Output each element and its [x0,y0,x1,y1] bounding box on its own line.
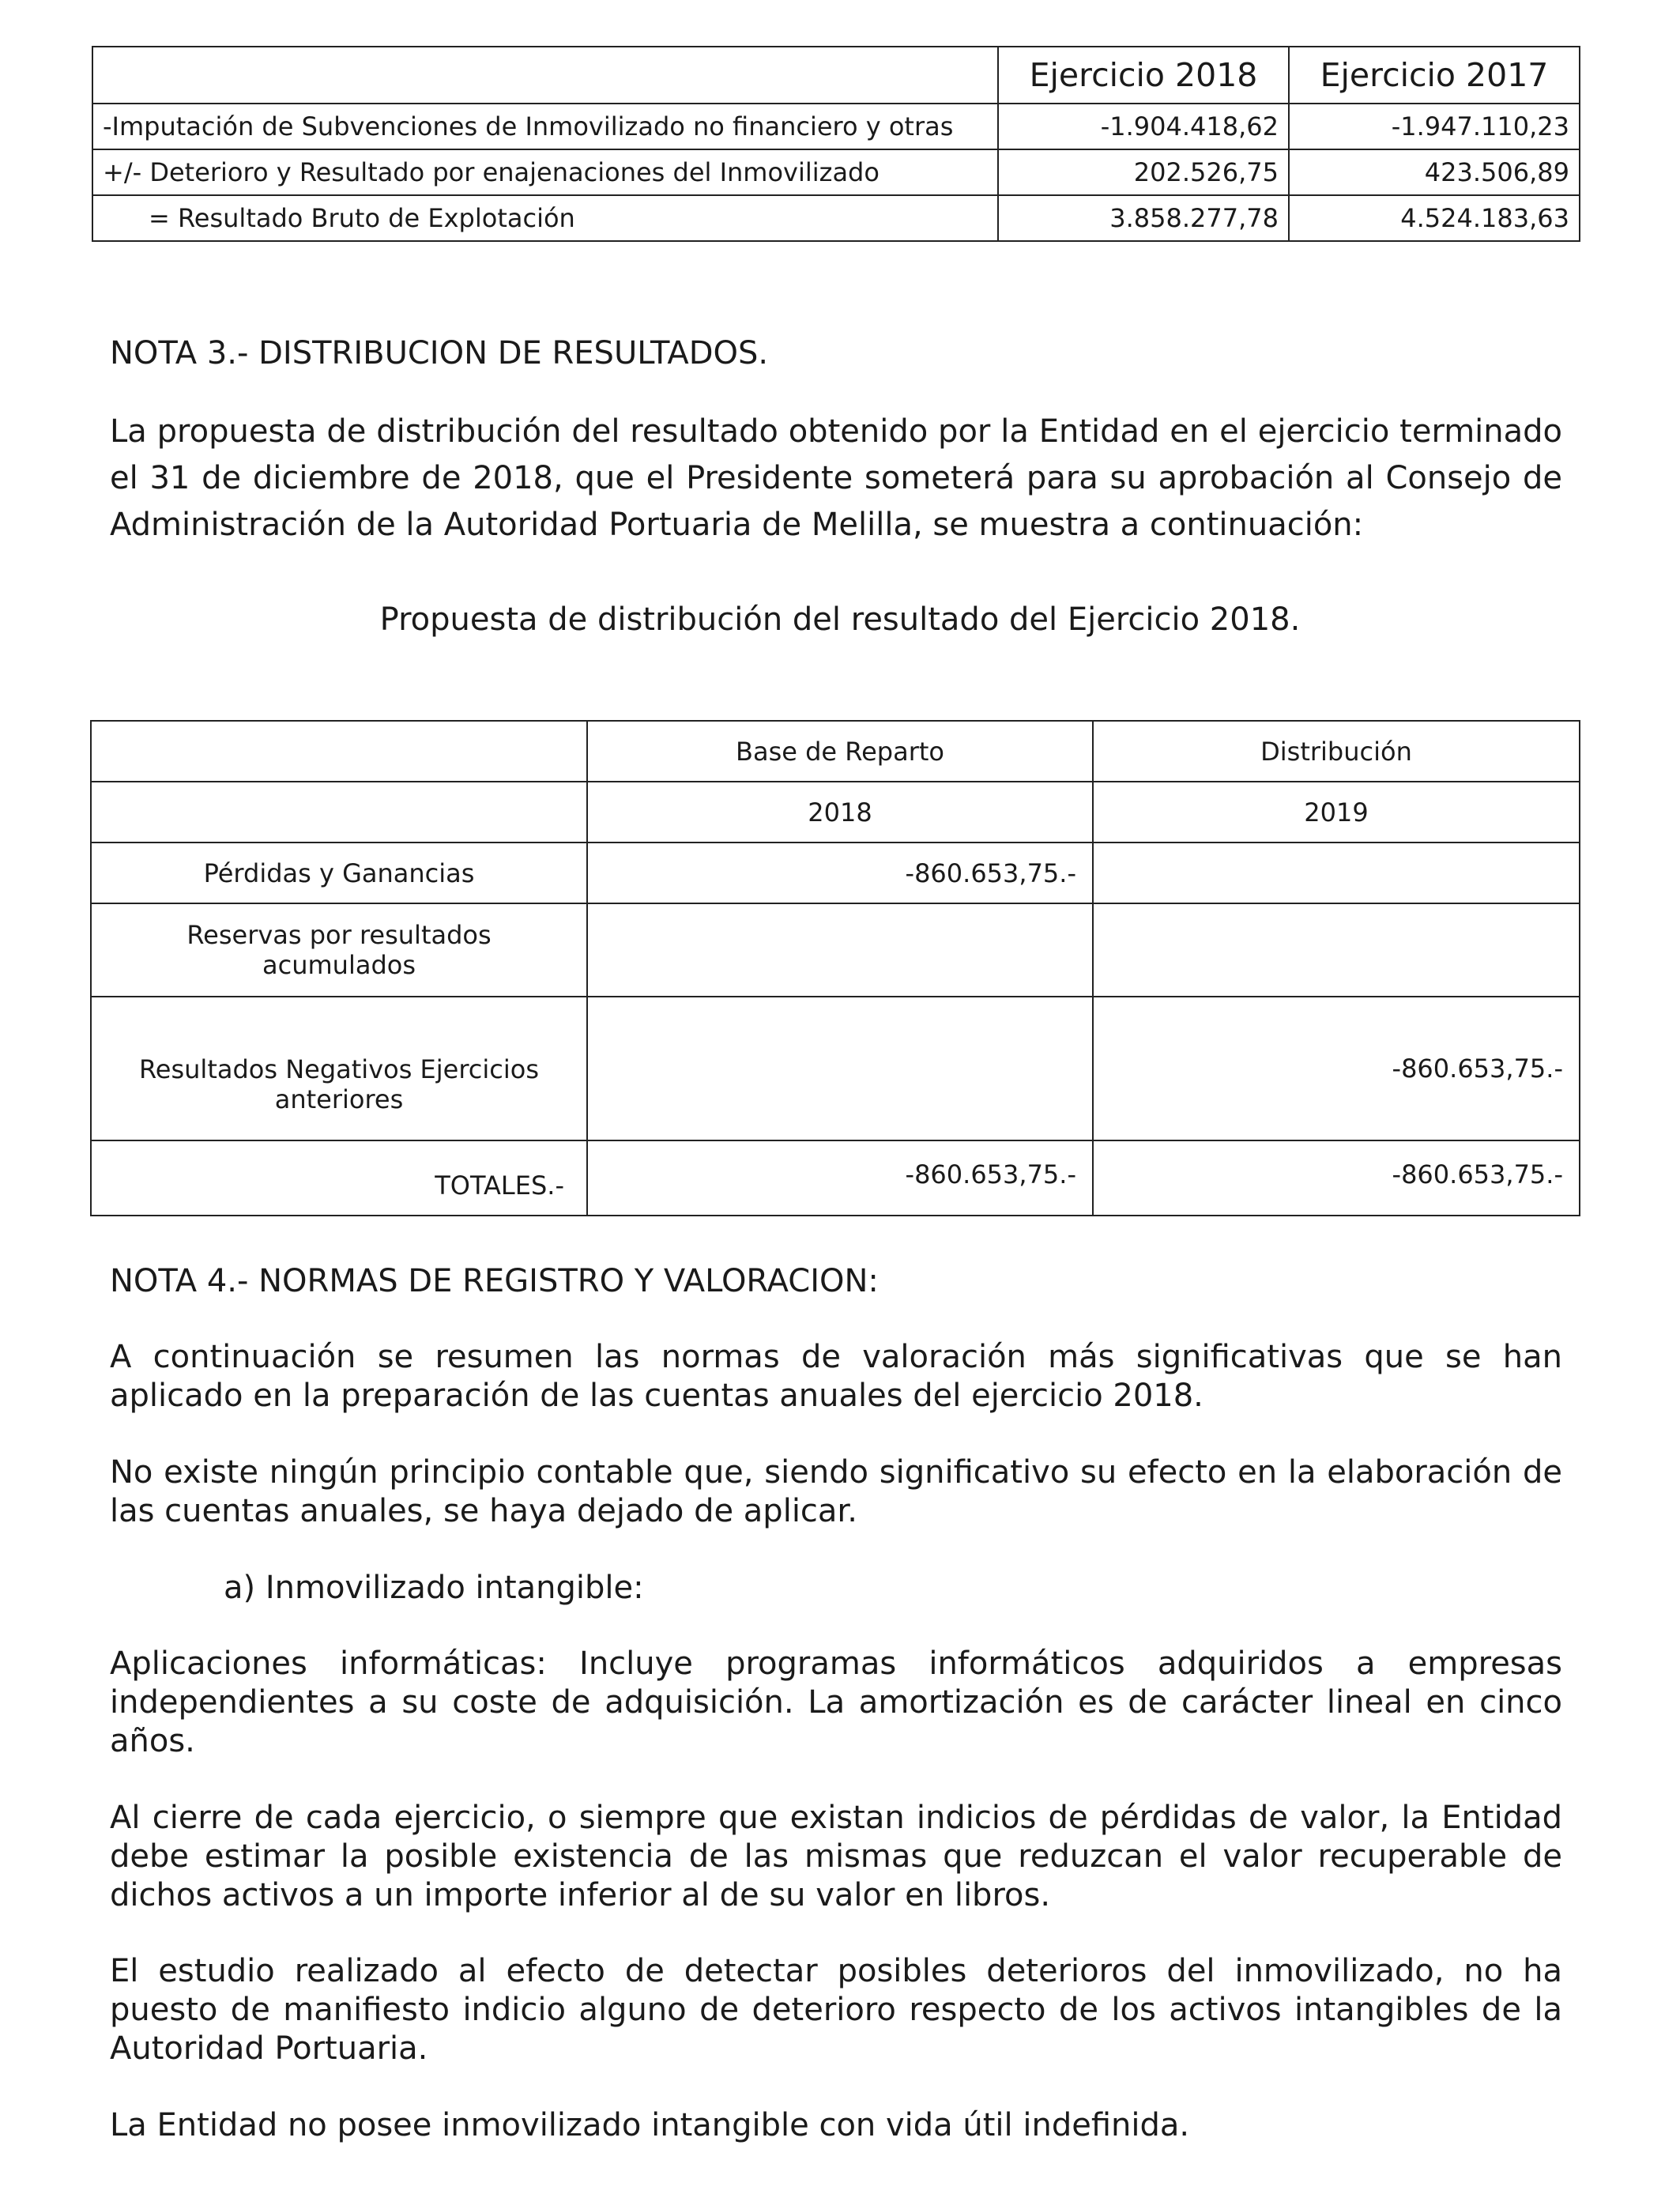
header-cell-empty [91,721,587,782]
base-value [587,903,1093,997]
row-label: Reservas por resultados acumulados [91,903,587,997]
dist-value [1093,843,1580,903]
header-cell-2017: Ejercicio 2017 [1289,47,1580,104]
table-row [91,903,1580,997]
value-2017: 423.506,89 [1289,149,1580,195]
nota4-paragraph-5: El estudio realizado al efecto de detectar posibles deterioros del inmovilizado, no ha puesto de manifiesto indicio alguno de deterioro respecto de los activos intangibles de la Autoridad Portuaria. [110,1953,1562,2067]
base-value: -860.653,75.- [587,1140,1093,1216]
dist-value: -860.653,75.- [1093,997,1580,1140]
header-year-2019: 2019 [1093,782,1580,843]
dist-value: -860.653,75.- [1093,1140,1580,1216]
header-year-2018: 2018 [587,782,1093,843]
table-row [92,104,1580,149]
table-header-row [92,47,1580,104]
nota4-title: NOTA 4.- NORMAS DE REGISTRO Y VALORACION: [110,1263,879,1299]
nota3-title: NOTA 3.- DISTRIBUCION DE RESULTADOS. [110,335,769,371]
base-value [587,997,1093,1140]
header-cell-2018: Ejercicio 2018 [998,47,1289,104]
row-label: +/- Deterioro y Resultado por enajenaciones del Inmovilizado [92,149,998,195]
distribution-caption: Propuesta de distribución del resultado del Ejercicio 2018. [379,601,1301,638]
dist-value [1093,903,1580,997]
table-row [91,843,1580,903]
table-row [91,1140,1580,1216]
table-row [92,149,1580,195]
value-2017: -1.947.110,23 [1289,104,1580,149]
value-2018: -1.904.418,62 [998,104,1289,149]
header-base-reparto: Base de Reparto [587,721,1093,782]
results-table [92,46,1580,242]
row-label: = Resultado Bruto de Explotación [92,195,998,241]
nota4-paragraph-6: La Entidad no posee inmovilizado intangible con vida útil indefinida. [110,2107,1190,2143]
table-header-row [91,721,1580,782]
nota4-paragraph-2: No existe ningún principio contable que, siendo significativo su efecto en la elaboración de las cuentas anuales, se haya dejado de aplicar. [110,1454,1562,1529]
nota4-paragraph-3: Aplicaciones informáticas: Incluye programas informáticos adquiridos a empresas independientes a su coste de adquisición. La amortización es de carácter lineal en cinco años. [110,1646,1562,1759]
row-label: -Imputación de Subvenciones de Inmovilizado no financiero y otras [92,104,998,149]
header-distribucion: Distribución [1093,721,1580,782]
row-label: Pérdidas y Ganancias [91,843,587,903]
row-label: TOTALES.- [91,1140,587,1216]
table-header-row [91,782,1580,843]
header-cell-empty [92,47,998,104]
header-cell-empty [91,782,587,843]
value-2017: 4.524.183,63 [1289,195,1580,241]
base-value: -860.653,75.- [587,843,1093,903]
nota3-paragraph: La propuesta de distribución del resultado obtenido por la Entidad en el ejercicio terminado el 31 de diciembre de 2018, que el Presidente someterá para su aprobación al Consejo de Administración de la Autoridad Portuaria de Melilla, se muestra a continuación: [110,413,1562,543]
nota4-subtitle: a) Inmovilizado intangible: [224,1570,644,1606]
table-row [91,997,1580,1140]
value-2018: 3.858.277,78 [998,195,1289,241]
row-label: Resultados Negativos Ejercicios anteriores [91,997,587,1140]
value-2018: 202.526,75 [998,149,1289,195]
distribution-table [90,720,1580,1216]
table-row [92,195,1580,241]
nota4-paragraph-4: Al cierre de cada ejercicio, o siempre que existan indicios de pérdidas de valor, la Entidad debe estimar la posible existencia de las mismas que reduzcan el valor recuperable de dichos activos a un importe inferior al de su valor en libros. [110,1800,1562,1913]
nota4-paragraph-1: A continuación se resumen las normas de valoración más significativas que se han aplicado en la preparación de las cuentas anuales del ejercicio 2018. [110,1339,1562,1414]
